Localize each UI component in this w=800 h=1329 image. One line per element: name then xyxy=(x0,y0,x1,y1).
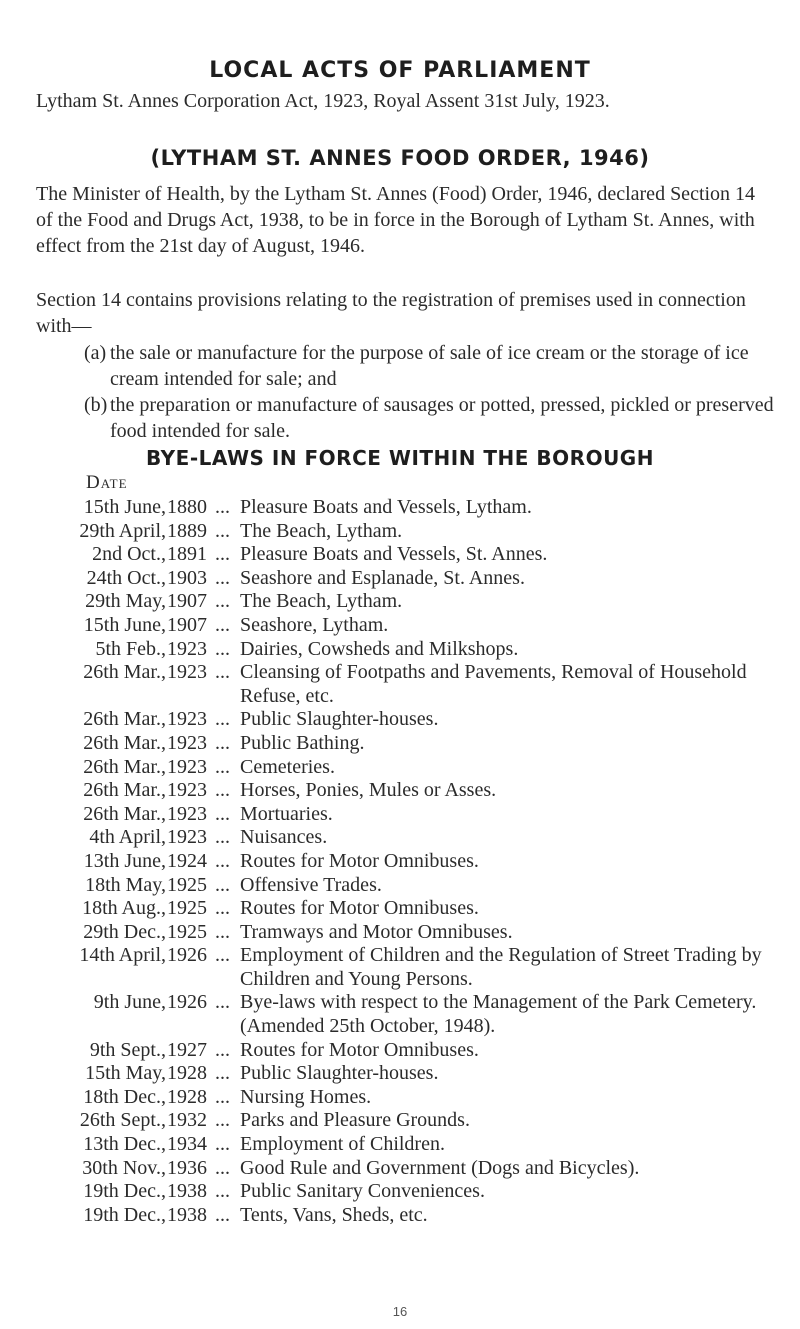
byelaw-row xyxy=(0,1180,800,1204)
leader-dots: ... xyxy=(215,873,230,896)
byelaw-subject: Cemeteries. xyxy=(240,755,335,778)
byelaw-date: 29th Dec., xyxy=(83,920,166,943)
leader-dots: ... xyxy=(215,519,230,542)
byelaw-year: 1938 xyxy=(167,1203,207,1226)
byelaw-row xyxy=(0,708,800,732)
byelaw-year: 1923 xyxy=(167,637,207,660)
byelaw-date: 13th June, xyxy=(83,849,166,872)
byelaw-row xyxy=(0,1204,800,1228)
leader-dots: ... xyxy=(215,755,230,778)
local-acts-heading: LOCAL ACTS OF PARLIAMENT xyxy=(209,58,591,83)
byelaw-subject: Tents, Vans, Sheds, etc. xyxy=(240,1203,428,1226)
byelaw-date: 26th Mar., xyxy=(83,708,166,731)
byelaw-date: 19th Dec., xyxy=(83,1203,166,1226)
byelaw-row xyxy=(0,1109,800,1133)
byelaw-subject: Mortuaries. xyxy=(240,802,333,825)
byelaw-subject: Routes for Motor Omnibuses. xyxy=(240,1038,479,1061)
byelaw-row xyxy=(0,1062,800,1086)
leader-dots: ... xyxy=(215,1062,230,1085)
leader-dots: ... xyxy=(215,897,230,920)
byelaw-year: 1938 xyxy=(167,1180,207,1203)
leader-dots: ... xyxy=(215,1203,230,1226)
byelaw-year: 1927 xyxy=(167,1038,207,1061)
byelaw-date: 15th June, xyxy=(83,496,166,518)
byelaw-year: 1923 xyxy=(167,802,207,825)
local-act-entry: Lytham St. Annes Corporation Act, 1923, Royal Assent 31st July, 1923. xyxy=(36,90,610,112)
leader-dots: ... xyxy=(215,1038,230,1061)
byelaw-date: 2nd Oct., xyxy=(92,543,166,566)
byelaw-row xyxy=(0,1039,800,1063)
byelaw-row xyxy=(0,567,800,591)
leader-dots: ... xyxy=(215,920,230,943)
byelaw-date: 29th May, xyxy=(85,590,166,613)
byelaw-year: 1907 xyxy=(167,613,207,636)
byelaw-year: 1925 xyxy=(167,920,207,943)
byelaw-date: 9th Sept., xyxy=(89,1038,166,1061)
byelaw-subject: The Beach, Lytham. xyxy=(240,590,403,613)
byelaw-row xyxy=(0,803,800,827)
byelaw-year: 1926 xyxy=(167,944,207,967)
byelaw-year: 1926 xyxy=(167,991,207,1014)
leader-dots: ... xyxy=(215,826,230,849)
byelaw-date: 24th Oct., xyxy=(86,566,166,589)
food-order-heading: (LYTHAM ST. ANNES FOOD ORDER, 1946) xyxy=(150,146,650,170)
byelaw-year: 1928 xyxy=(167,1085,207,1108)
provision-label: (a) xyxy=(84,342,107,364)
byelaw-year: 1923 xyxy=(167,731,207,754)
byelaw-row xyxy=(0,991,800,1038)
byelaw-subject: Good Rule and Government (Dogs and Bicycles). xyxy=(240,1156,640,1179)
byelaw-year: 1923 xyxy=(167,826,207,849)
byelaw-subject: Employment of Children and the Regulation of Street Trading by Children and Young Persons. xyxy=(240,944,762,990)
leader-dots: ... xyxy=(215,1156,230,1179)
leader-dots: ... xyxy=(215,496,230,518)
byelaw-subject: Public Slaughter-houses. xyxy=(240,1062,439,1085)
byelaw-row xyxy=(0,732,800,756)
byelaw-subject: Seashore and Esplanade, St. Annes. xyxy=(240,566,525,589)
byelaws-list xyxy=(0,496,800,1227)
leader-dots: ... xyxy=(215,991,230,1014)
byelaw-year: 1923 xyxy=(167,779,207,802)
food-order-paragraph: The Minister of Health, by the Lytham St. Annes (Food) Order, 1946, declared Section 14 of the Food and Drugs Act, 1938, to be in force in the Borough of Lytham St. Annes, with effect from the 21st day of August, 1946. xyxy=(36,183,756,257)
byelaw-subject: The Beach, Lytham. xyxy=(240,519,403,542)
byelaw-subject: Public Sanitary Conveniences. xyxy=(240,1180,485,1203)
leader-dots: ... xyxy=(215,708,230,731)
byelaw-subject: Public Bathing. xyxy=(240,731,365,754)
byelaw-subject: Routes for Motor Omnibuses. xyxy=(240,849,479,872)
byelaw-subject: Nursing Homes. xyxy=(240,1085,372,1108)
byelaw-row xyxy=(0,921,800,945)
byelaw-year: 1923 xyxy=(167,755,207,778)
byelaw-year: 1880 xyxy=(167,496,207,518)
leader-dots: ... xyxy=(215,731,230,754)
byelaw-year: 1903 xyxy=(167,566,207,589)
byelaw-date: 15th June, xyxy=(83,613,166,636)
byelaw-date: 13th Dec., xyxy=(83,1133,166,1156)
byelaw-year: 1891 xyxy=(167,543,207,566)
byelaw-year: 1924 xyxy=(167,849,207,872)
leader-dots: ... xyxy=(215,543,230,566)
byelaw-row xyxy=(0,874,800,898)
date-column-heading: Date xyxy=(86,472,128,493)
byelaw-date: 18th Aug., xyxy=(82,897,166,920)
leader-dots: ... xyxy=(215,637,230,660)
byelaw-subject: Nuisances. xyxy=(240,826,328,849)
byelaw-year: 1889 xyxy=(167,519,207,542)
byelaw-date: 26th Mar., xyxy=(83,802,166,825)
byelaws-heading: BYE-LAWS IN FORCE WITHIN THE BOROUGH xyxy=(146,446,654,470)
leader-dots: ... xyxy=(215,779,230,802)
leader-dots: ... xyxy=(215,590,230,613)
byelaw-row xyxy=(0,590,800,614)
byelaw-year: 1925 xyxy=(167,873,207,896)
byelaw-row xyxy=(0,756,800,780)
byelaw-date: 18th Dec., xyxy=(83,1085,166,1108)
byelaw-date: 26th Mar., xyxy=(83,731,166,754)
leader-dots: ... xyxy=(215,1180,230,1203)
byelaw-subject: Employment of Children. xyxy=(240,1133,445,1156)
byelaw-year: 1932 xyxy=(167,1109,207,1132)
byelaw-row xyxy=(0,850,800,874)
byelaw-date: 18th May, xyxy=(85,873,166,896)
byelaw-date: 9th June, xyxy=(93,991,166,1014)
byelaw-row xyxy=(0,1157,800,1181)
byelaw-year: 1934 xyxy=(167,1133,207,1156)
section-14-paragraph: Section 14 contains provisions relating to the registration of premises used in connection with— xyxy=(36,289,746,337)
byelaw-year: 1928 xyxy=(167,1062,207,1085)
provision-text: the preparation or manufacture of sausages or potted, pressed, pickled or preserved food intended for sale. xyxy=(110,394,774,442)
byelaw-row xyxy=(0,779,800,803)
byelaw-subject: Routes for Motor Omnibuses. xyxy=(240,897,479,920)
byelaw-row xyxy=(0,614,800,638)
provision-text: the sale or manufacture for the purpose of sale of ice cream or the storage of ice cream intended for sale; and xyxy=(110,342,749,390)
leader-dots: ... xyxy=(215,802,230,825)
byelaw-row xyxy=(0,1133,800,1157)
byelaw-subject: Seashore, Lytham. xyxy=(240,613,389,636)
byelaw-date: 5th Feb., xyxy=(95,637,166,660)
byelaw-row xyxy=(0,520,800,544)
byelaw-subject: Horses, Ponies, Mules or Asses. xyxy=(240,779,497,802)
byelaw-subject: Pleasure Boats and Vessels, Lytham. xyxy=(240,496,532,518)
byelaw-subject: Bye-laws with respect to the Management of the Park Cemetery. (Amended 25th October, 1948). xyxy=(240,991,757,1038)
byelaw-row xyxy=(0,638,800,662)
byelaw-date: 15th May, xyxy=(85,1062,166,1085)
byelaw-row xyxy=(0,826,800,850)
byelaw-date: 19th Dec., xyxy=(83,1180,166,1203)
byelaw-subject: Parks and Pleasure Grounds. xyxy=(240,1109,470,1132)
provision-label: (b) xyxy=(84,394,108,416)
byelaw-date: 14th April, xyxy=(79,944,166,967)
byelaw-year: 1907 xyxy=(167,590,207,613)
byelaw-row xyxy=(0,897,800,921)
leader-dots: ... xyxy=(215,566,230,589)
byelaw-date: 26th Sept., xyxy=(79,1109,166,1132)
byelaw-date: 29th April, xyxy=(79,519,166,542)
leader-dots: ... xyxy=(215,849,230,872)
byelaw-subject: Offensive Trades. xyxy=(240,873,382,896)
leader-dots: ... xyxy=(215,613,230,636)
byelaw-year: 1936 xyxy=(167,1156,207,1179)
leader-dots: ... xyxy=(215,1133,230,1156)
byelaw-date: 26th Mar., xyxy=(83,755,166,778)
byelaw-subject: Dairies, Cowsheds and Milkshops. xyxy=(240,637,519,660)
leader-dots: ... xyxy=(215,944,230,967)
byelaw-row xyxy=(0,1086,800,1110)
byelaw-date: 4th April, xyxy=(89,826,166,849)
page-number: 16 xyxy=(392,1304,408,1319)
leader-dots: ... xyxy=(215,1085,230,1108)
byelaw-subject: Public Slaughter-houses. xyxy=(240,708,439,731)
leader-dots: ... xyxy=(215,661,230,684)
byelaw-year: 1923 xyxy=(167,708,207,731)
byelaw-year: 1925 xyxy=(167,897,207,920)
byelaw-date: 26th Mar., xyxy=(83,661,166,684)
byelaw-subject: Cleansing of Footpaths and Pavements, Removal of Household Refuse, etc. xyxy=(240,661,747,707)
byelaw-row xyxy=(0,661,800,708)
byelaw-row xyxy=(0,944,800,991)
byelaw-year: 1923 xyxy=(167,661,207,684)
byelaw-row xyxy=(0,543,800,567)
byelaw-date: 26th Mar., xyxy=(83,779,166,802)
byelaw-date: 30th Nov., xyxy=(82,1156,166,1179)
byelaw-row xyxy=(0,496,800,520)
byelaw-subject: Pleasure Boats and Vessels, St. Annes. xyxy=(240,543,548,566)
byelaw-subject: Tramways and Motor Omnibuses. xyxy=(240,920,513,943)
leader-dots: ... xyxy=(215,1109,230,1132)
